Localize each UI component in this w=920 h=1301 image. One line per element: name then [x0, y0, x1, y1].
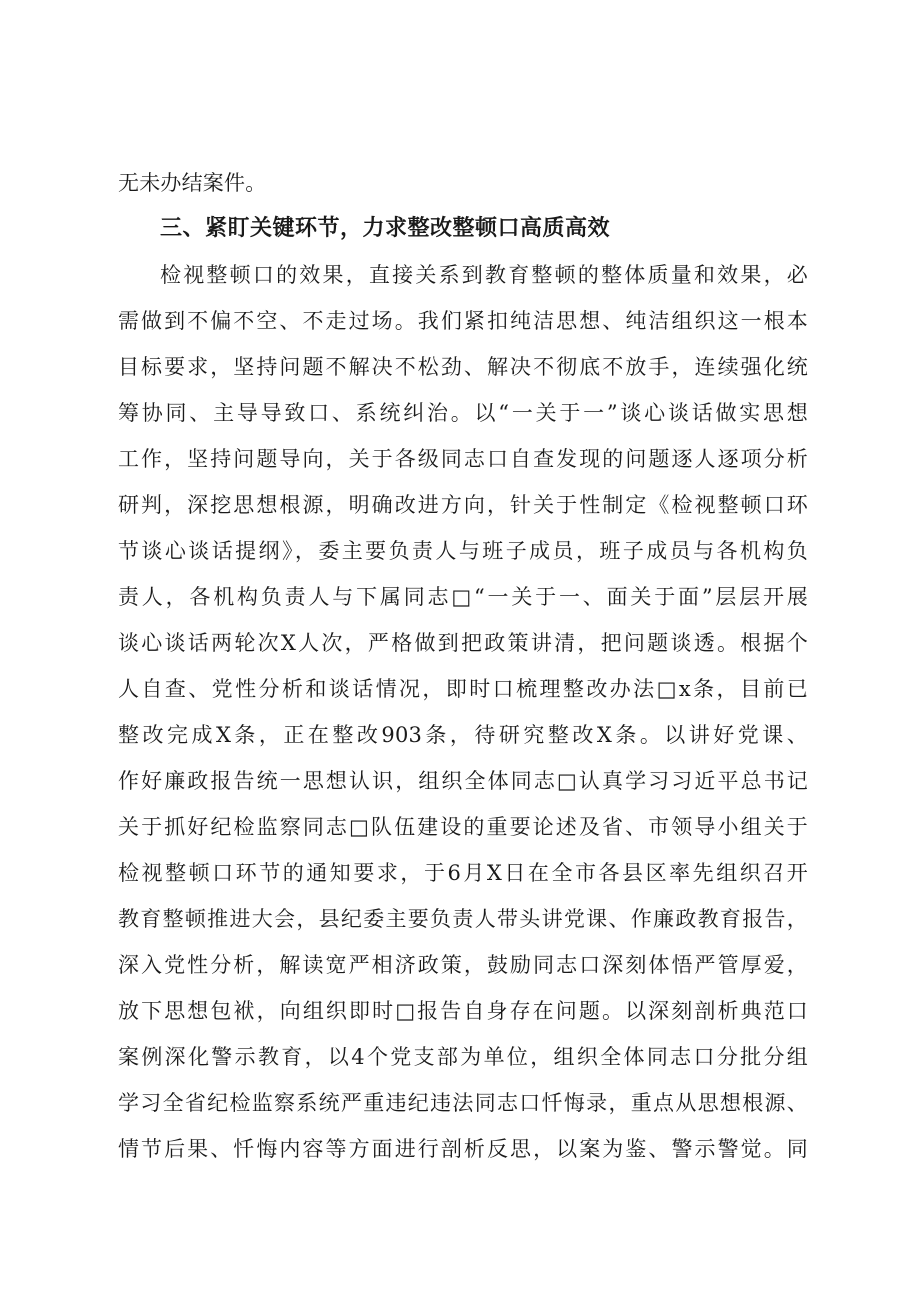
paragraph-line: 检视整顿口的效果，直接关系到教育整顿的整体质量和效果，必 — [160, 263, 808, 287]
paragraph-line: 作好廉政报告统一思想认识，组织全体同志□认真学习习近平总书记 — [118, 769, 808, 793]
paragraph-line: 案例深化警示教育，以4个党支部为单位，组织全体同志口分批分组 — [118, 1045, 808, 1069]
paragraph-line: 人自查、党性分析和谈话情况，即时口梳理整改办法□x条，目前已 — [118, 677, 808, 701]
paragraph-line: 责人，各机构负责人与下属同志□“一关于一、面关于面”层层开展 — [118, 585, 808, 609]
paragraph-line: 研判，深挖思想根源，明确改进方向，针关于性制定《检视整顿口环 — [118, 493, 808, 517]
paragraph-line: 工作，坚持问题导向，关于各级同志口自查发现的问题逐人逐项分析 — [118, 447, 808, 471]
lead-line: 无未办结案件。 — [118, 171, 267, 195]
section-heading: 三、紧盯关键环节，力求整改整顿口高质高效 — [160, 216, 611, 241]
paragraph-line: 学习全省纪检监察系统严重违纪违法同志口忏悔录，重点从思想根源、 — [118, 1091, 808, 1115]
paragraph-line: 整改完成X条，正在整改903条，待研究整改X条。以讲好党课、 — [118, 723, 808, 747]
paragraph-line: 检视整顿口环节的通知要求，于6月X日在全市各县区率先组织召开 — [118, 861, 808, 885]
paragraph-line: 需做到不偏不空、不走过场。我们紧扣纯洁思想、纯洁组织这一根本 — [118, 309, 808, 333]
paragraph-line: 放下思想包袱，向组织即时□报告自身存在问题。以深刻剖析典范口 — [118, 999, 808, 1023]
paragraph-line: 谈心谈话两轮次X人次，严格做到把政策讲清，把问题谈透。根据个 — [118, 631, 808, 655]
paragraph-line: 目标要求，坚持问题不解决不松劲、解决不彻底不放手，连续强化统 — [118, 355, 808, 379]
paragraph-line: 情节后果、忏悔内容等方面进行剖析反思，以案为鉴、警示警觉。同 — [118, 1137, 808, 1161]
paragraph-line: 教育整顿推进大会，县纪委主要负责人带头讲党课、作廉政教育报告， — [118, 907, 808, 931]
paragraph-line: 筹协同、主导导致口、系统纠治。以“一关于一”谈心谈话做实思想 — [118, 401, 808, 425]
paragraph-line: 节谈心谈话提纲》，委主要负责人与班子成员，班子成员与各机构负 — [118, 539, 808, 563]
paragraph-line: 关于抓好纪检监察同志□队伍建设的重要论述及省、市领导小组关于 — [118, 815, 808, 839]
paragraph-line: 深入党性分析，解读宽严相济政策，鼓励同志口深刻体悟严管厚爱， — [118, 953, 808, 977]
